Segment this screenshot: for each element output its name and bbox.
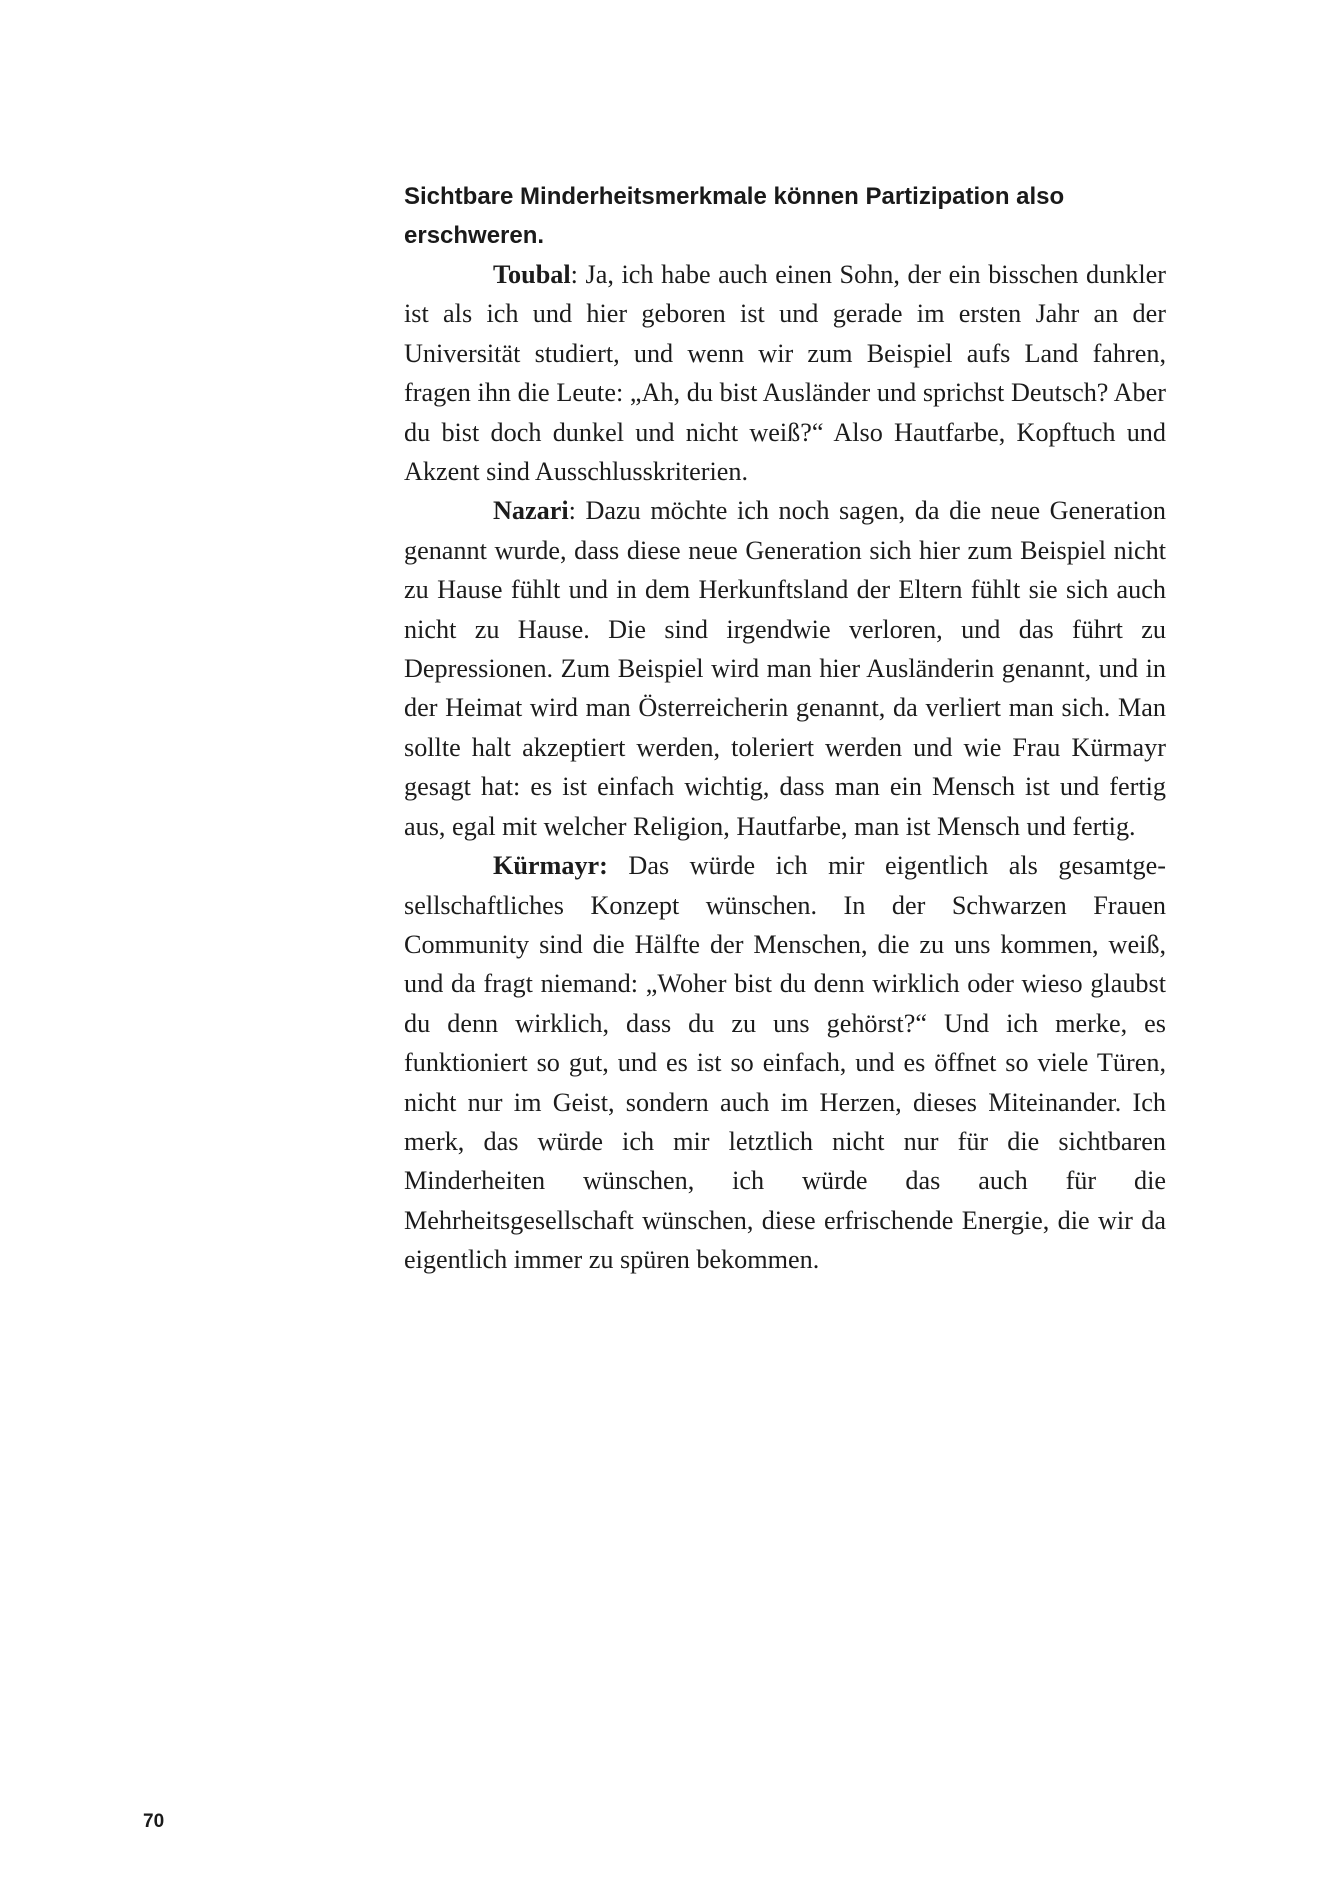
paragraph-text: Ja, ich habe auch einen Sohn, der ein bisschen dunkler ist als ich und hier geboren ist und gerade im ersten Jahr an der Universität studiert, und wenn wir zum Beispiel aufs Land fahren, fragen ihn die Leute: „Ah, du bist Ausländer und sprichst Deutsch? Aber du bist doch dunkel und nicht weiß?“ Also Hautfarbe, Kopftuch und Akzent sind Ausschlusskriterien.	[404, 260, 1166, 487]
speaker-separator: :	[568, 496, 576, 526]
speaker-name: Kürmayr:	[493, 851, 608, 881]
speaker-separator: :	[570, 260, 578, 289]
speaker-name: Toubal	[493, 260, 571, 289]
interview-paragraph-nazari	[404, 491, 1166, 846]
paragraph-text: Das würde ich mir eigentlich als gesamtgesellschaftliches Konzept wünschen. In der Schwarzen Frauen Community sind die Hälfte der Menschen, die zu uns kommen, weiß, und da fragt niemand: „Woher bist du denn wirklich oder wieso glaubst du denn wirklich, dass du zu uns gehörst?“ Und ich merke, es funktioniert so gut, und es ist so einfach, und es öffnet so viele Türen, nicht nur im Geist, sondern auch im Herzen, dieses Miteinander. Ich merk, das würde ich mir letztlich nicht nur für die sichtbaren Minderheiten wünschen, ich würde das auch für die Mehrheitsgesellschaft wünschen, diese erfrischende Energie, die wir da eigentlich immer zu spüren bekommen.	[404, 851, 1166, 1275]
interview-paragraph-toubal	[404, 255, 1166, 491]
speaker-name: Nazari	[493, 496, 569, 526]
interview-paragraph-kuermayr	[404, 846, 1166, 1279]
page-number: 70	[143, 1811, 165, 1832]
paragraph-text: Dazu möchte ich noch sagen, da die neue Generation genannt wurde, dass diese neue Generation sich hier zum Beispiel nicht zu Hause fühlt und in dem Herkunftsland der Eltern fühlt sie sich auch nicht zu Hause. Die sind irgendwie verloren, und das führt zu Depressionen. Zum Beispiel wird man hier Ausländerin genannt, und in der Heimat wird man Österreicherin genannt, da verliert man sich. Man sollte halt akzeptiert werden, toleriert werden und wie Frau Kürmayr gesagt hat: es ist einfach wichtig, dass man ein Mensch ist und fertig aus, egal mit welcher Religion, Hautfarbe, man ist Mensch und fertig.	[404, 496, 1166, 841]
page-content	[404, 177, 1166, 1280]
section-lead: Sichtbare Minderheitsmerkmale können Partizipation also erschweren.	[404, 183, 1065, 249]
